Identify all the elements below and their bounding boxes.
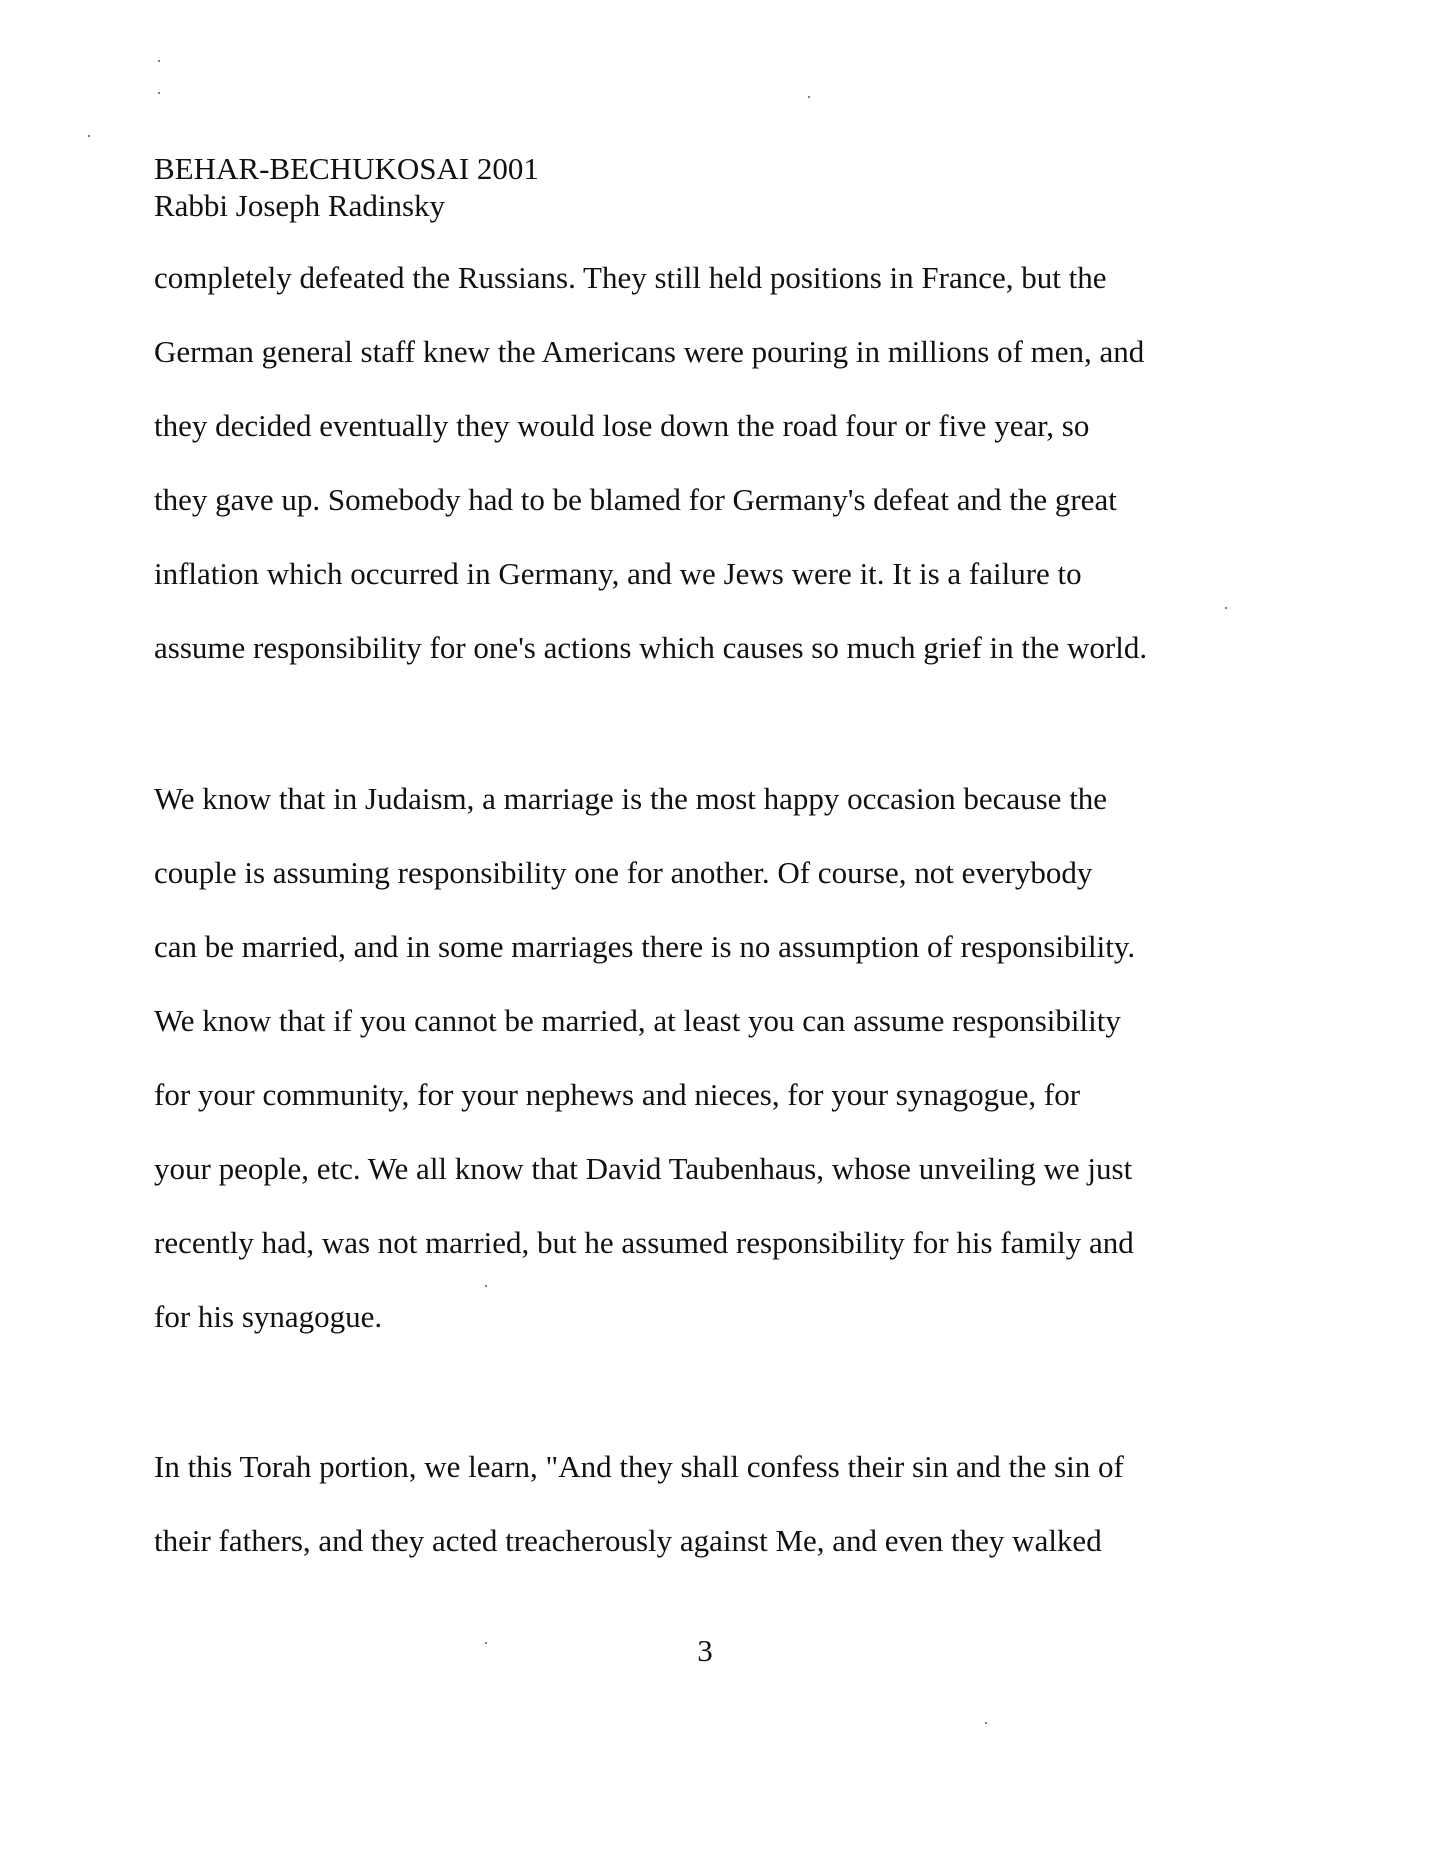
text-line: couple is assuming responsibility one for another. Of course, not everybody [154,855,1093,890]
paragraph [154,762,1274,1354]
text-line: In this Torah portion, we learn, "And they shall confess their sin and the sin of [154,1449,1124,1484]
text-line: We know that if you cannot be married, at least you can assume responsibility [154,1003,1121,1038]
paragraph [154,1430,1274,1578]
scan-speck [985,1722,987,1724]
text-line: they decided eventually they would lose down the road four or five year, so [154,408,1090,443]
document-header [154,150,539,224]
scan-speck [485,1642,487,1644]
scan-speck [158,60,160,62]
text-line: can be married, and in some marriages there is no assumption of responsibility. [154,929,1136,964]
text-line: your people, etc. We all know that David Taubenhaus, whose unveiling we just [154,1151,1133,1186]
scan-speck [158,92,160,94]
document-title: BEHAR-BECHUKOSAI 2001 [154,151,539,186]
scan-speck [808,96,810,98]
scan-speck [88,135,90,137]
text-line: We know that in Judaism, a marriage is the most happy occasion because the [154,781,1108,816]
text-line: assume responsibility for one's actions which causes so much grief in the world. [154,630,1148,665]
text-line: recently had, was not married, but he assumed responsibility for his family and [154,1225,1134,1260]
text-line: for your community, for your nephews and nieces, for your synagogue, for [154,1077,1081,1112]
text-line: their fathers, and they acted treacherously against Me, and even they walked [154,1523,1102,1558]
document-author: Rabbi Joseph Radinsky [154,188,446,223]
text-line: they gave up. Somebody had to be blamed for Germany's defeat and the great [154,482,1117,517]
text-line: inflation which occurred in Germany, and we Jews were it. It is a failure to [154,556,1082,591]
text-line: German general staff knew the Americans were pouring in millions of men, and [154,334,1145,369]
text-line: completely defeated the Russians. They still held positions in France, but the [154,260,1107,295]
page-number: 3 [697,1633,713,1668]
text-line: for his synagogue. [154,1299,383,1334]
paragraph [154,241,1274,685]
